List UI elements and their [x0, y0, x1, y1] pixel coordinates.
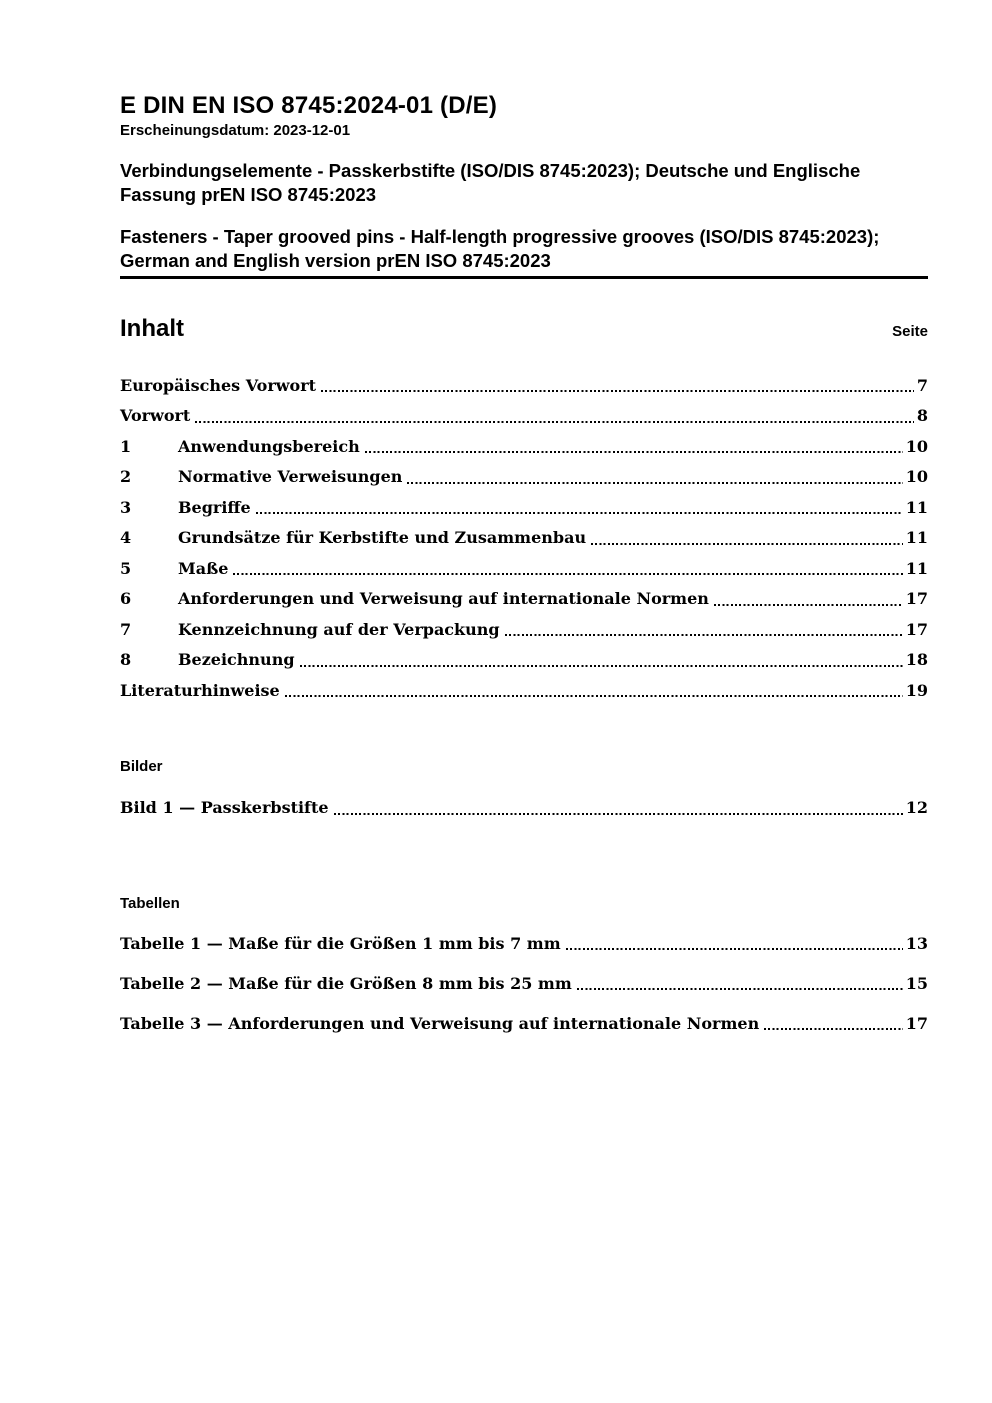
figure-entry-page: 12: [905, 798, 928, 817]
toc-heading: Inhalt: [120, 314, 184, 342]
dot-leader: [561, 934, 906, 954]
table-entry-label: Tabelle 2 — Maße für die Größen 8 mm bis 25 mm: [120, 973, 572, 993]
table-entry-page: 15: [905, 973, 928, 993]
toc-entry: [120, 620, 928, 640]
toc-entry-page: 10: [905, 467, 928, 486]
dot-leader: [295, 650, 906, 670]
toc-entry: [120, 589, 928, 609]
toc-entry: [120, 498, 928, 518]
toc-entry-number: 5: [120, 558, 132, 578]
dot-leader: [500, 620, 906, 640]
dot-leader: [759, 1014, 906, 1034]
table-entry-label: Tabelle 3 — Anforderungen und Verweisung auf internationale Normen: [120, 1013, 760, 1033]
toc-entry-page: 7: [916, 375, 928, 395]
dot-leader: [572, 974, 906, 994]
toc-entry-page: 8: [916, 406, 928, 425]
toc-entry-number: 3: [120, 497, 132, 517]
toc-entry-number: 8: [120, 650, 132, 669]
figures-heading: Bilder: [120, 758, 163, 775]
figure-entry-label: Bild 1 — Passkerbstifte: [120, 798, 329, 817]
table-entry-page: 13: [905, 933, 928, 953]
toc-entry-label: Anforderungen und Verweisung auf internationale Normen: [178, 589, 709, 608]
toc-entry-label: Maße: [178, 558, 229, 578]
table-entry: [120, 974, 928, 994]
toc-entry-label: Normative Verweisungen: [178, 467, 403, 486]
toc-entry: [120, 437, 928, 457]
toc-entry-label: Anwendungsbereich: [178, 436, 360, 456]
dot-leader: [316, 376, 917, 396]
dot-leader: [228, 559, 905, 579]
toc-entry-page: 11: [905, 497, 928, 517]
figure-entry: [120, 798, 928, 818]
dot-leader: [190, 406, 917, 426]
dot-leader: [251, 498, 906, 518]
dot-leader: [329, 798, 906, 818]
toc-entry-page: 11: [905, 528, 928, 547]
toc-entry: [120, 681, 928, 701]
tables-heading: Tabellen: [120, 894, 180, 912]
toc-entry-label: Literaturhinweise: [120, 680, 280, 700]
page-content: [120, 0, 928, 1054]
toc-entry-page: 18: [905, 650, 928, 669]
toc-entry-number: 2: [120, 467, 132, 486]
document-title: E DIN EN ISO 8745:2024-01 (D/E): [120, 92, 498, 119]
page-column-label: Seite: [892, 322, 928, 340]
toc-entry-page: 11: [905, 558, 928, 578]
toc-entry-number: 4: [120, 528, 132, 547]
toc-entry-page: 19: [905, 680, 928, 700]
toc-entry-page: 10: [905, 436, 928, 456]
toc-entry: [120, 467, 928, 487]
toc-entry-page: 17: [905, 589, 928, 608]
publication-date: Erscheinungsdatum: 2023-12-01: [120, 122, 351, 139]
table-entry-page: 17: [905, 1013, 928, 1033]
toc-entry: [120, 406, 928, 426]
toc-entry-label: Vorwort: [120, 406, 191, 425]
toc-entry: [120, 559, 928, 579]
toc-entry-number: 1: [120, 436, 132, 456]
table-entry: [120, 1014, 928, 1034]
toc-entry-page: 17: [905, 619, 928, 639]
figures-list: [120, 798, 928, 818]
toc-entry-label: Kennzeichnung auf der Verpackung: [178, 619, 500, 639]
dot-leader: [709, 589, 906, 609]
toc-entry-label: Grundsätze für Kerbstifte und Zusammenbau: [178, 528, 587, 547]
toc-list: [120, 376, 928, 701]
title-german: Verbindungselemente - Passkerbstifte (ISO/DIS 8745:2023); Deutsche und Englische Fassung prEN ISO 8745:2023: [120, 160, 861, 205]
dot-leader: [586, 528, 906, 548]
toc-entry: [120, 528, 928, 548]
toc-entry-label: Bezeichnung: [178, 650, 295, 669]
header-divider: [120, 276, 928, 279]
toc-entry-number: 6: [120, 589, 132, 608]
toc-entry-label: Europäisches Vorwort: [120, 375, 317, 395]
toc-entry: [120, 376, 928, 396]
table-entry: [120, 934, 928, 954]
toc-entry: [120, 650, 928, 670]
dot-leader: [402, 467, 905, 487]
tables-list: [120, 934, 928, 1034]
title-english: Fasteners - Taper grooved pins - Half-length progressive grooves (ISO/DIS 8745:2023); German and English version prEN ISO 8745:2023: [120, 226, 880, 271]
toc-entry-number: 7: [120, 619, 132, 639]
toc-entry-label: Begriffe: [178, 497, 251, 517]
dot-leader: [360, 437, 906, 457]
toc-header-row: [120, 315, 928, 343]
dot-leader: [280, 681, 906, 701]
table-entry-label: Tabelle 1 — Maße für die Größen 1 mm bis 7 mm: [120, 933, 561, 953]
